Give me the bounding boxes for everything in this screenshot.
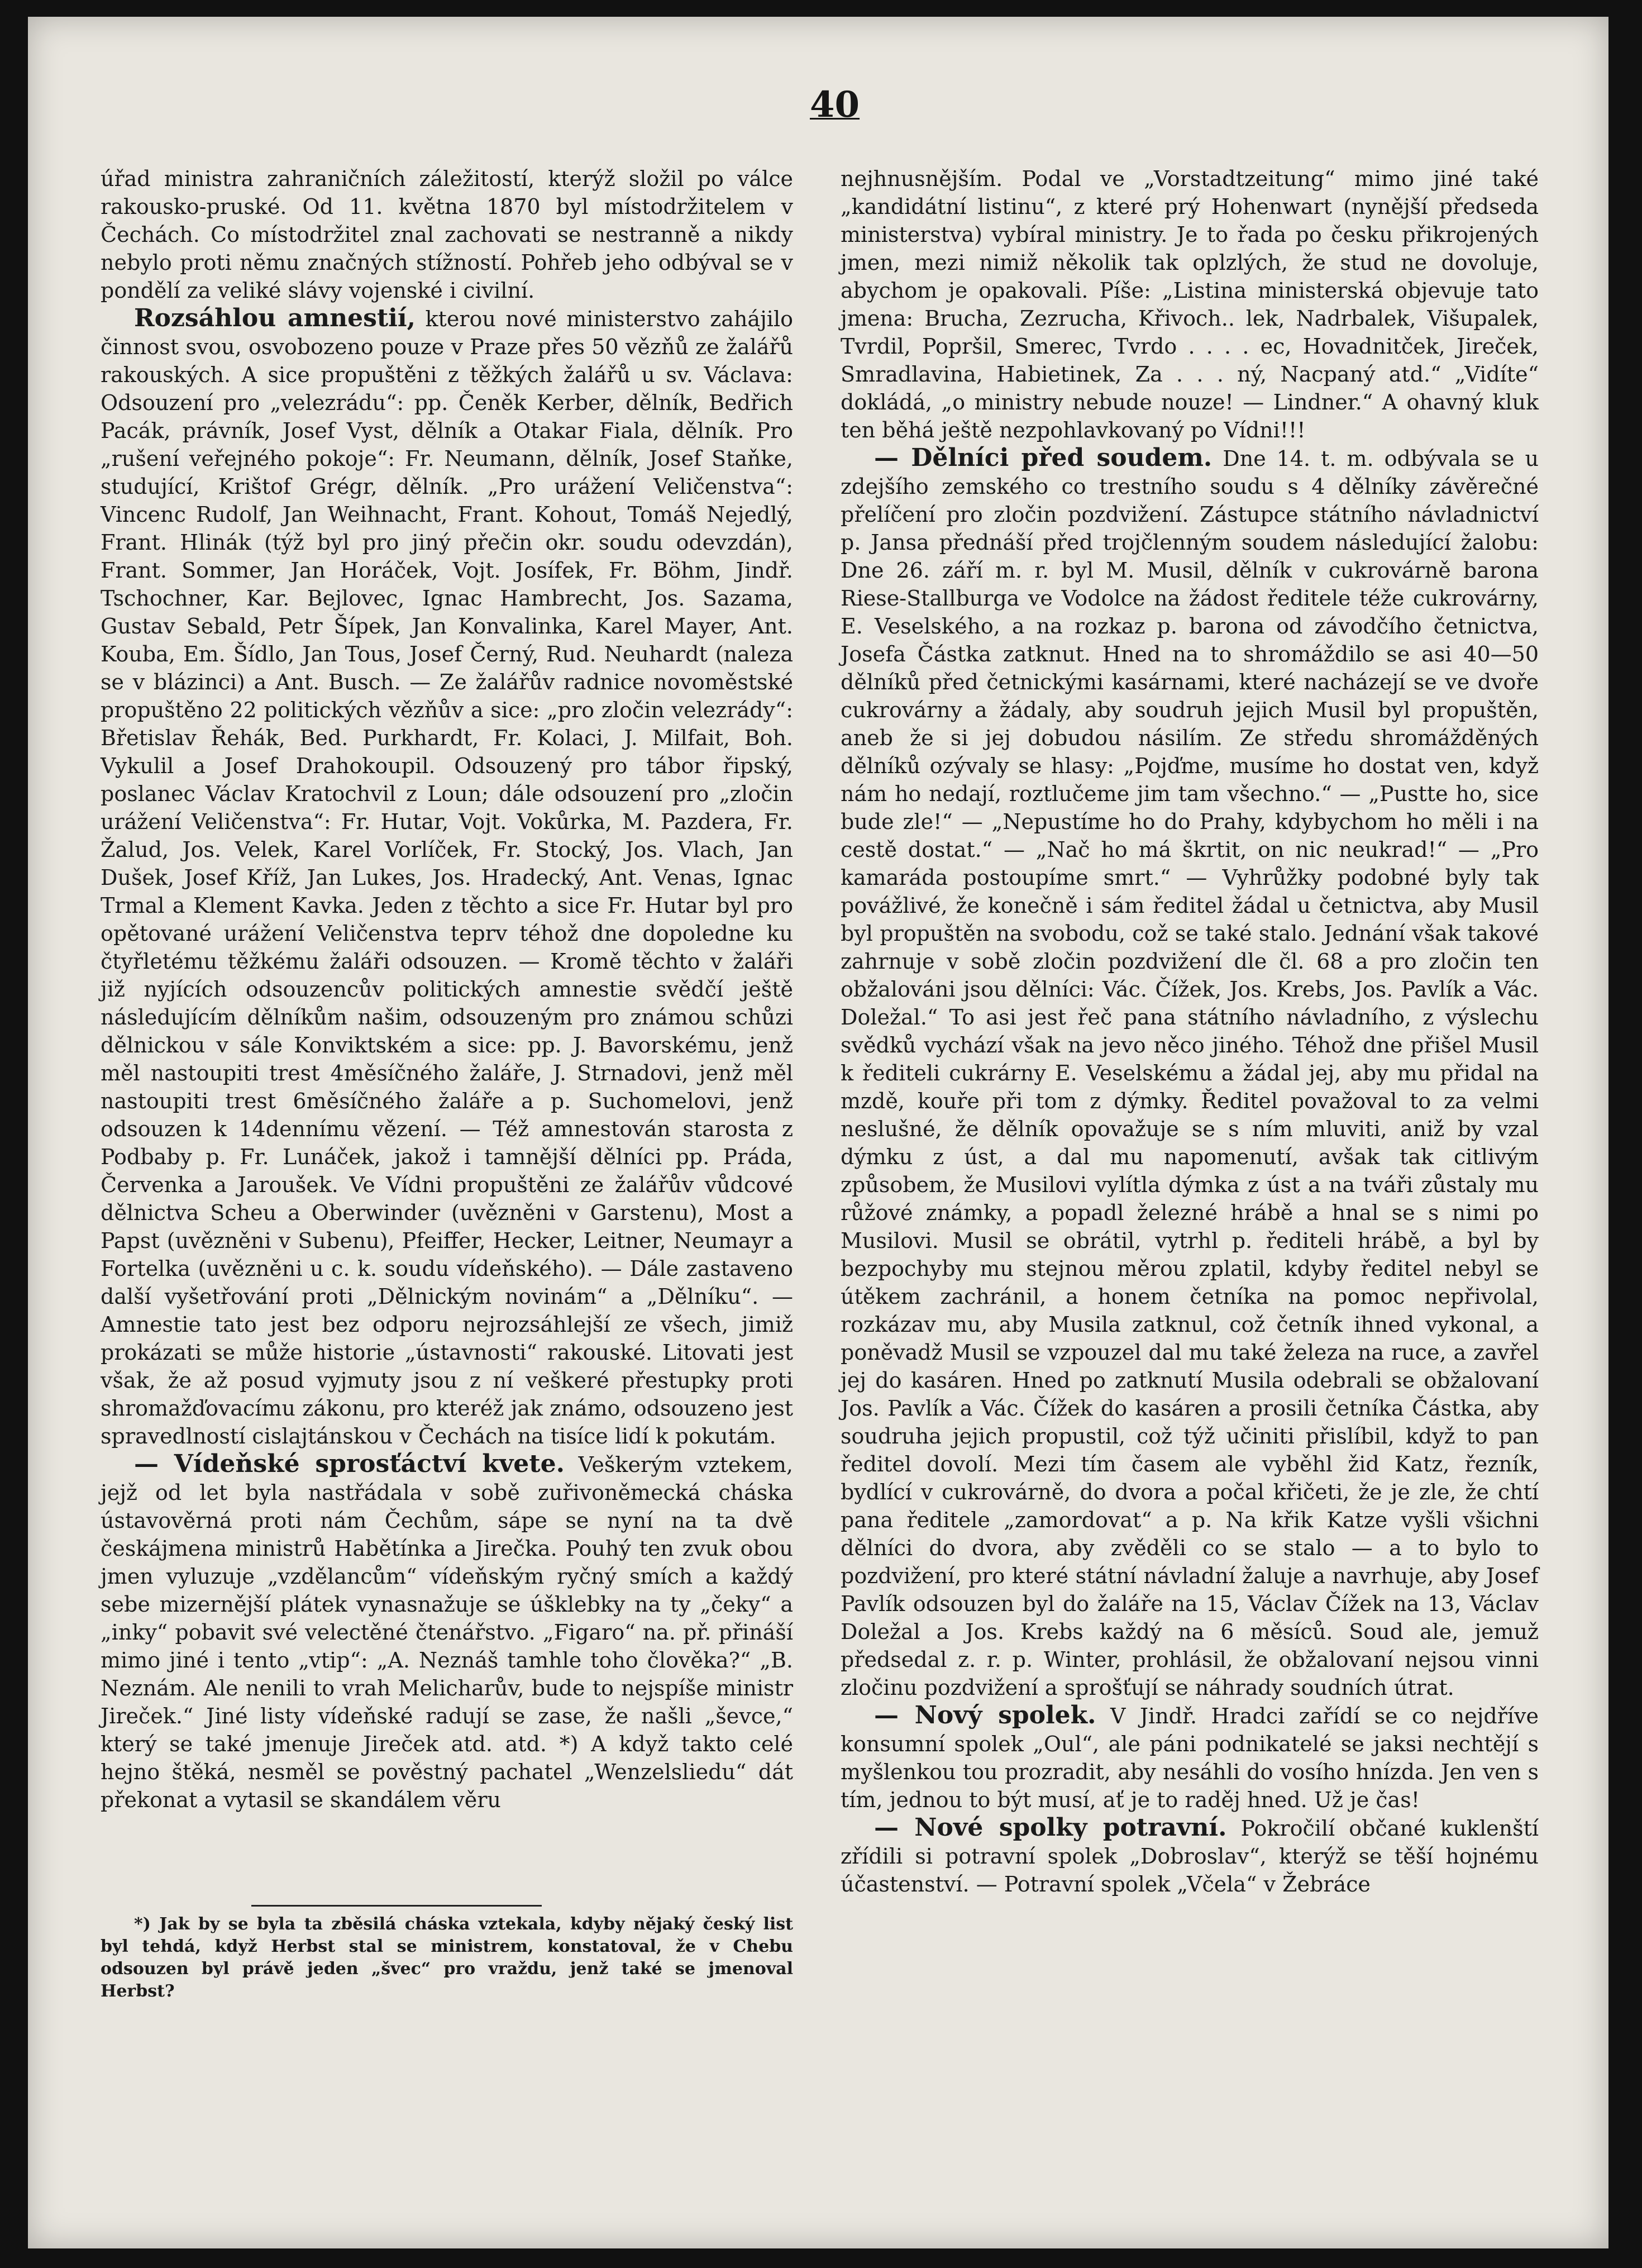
article-heading: Rozsáhlou amnestií, [134,304,416,332]
article-vienna [101,1450,793,1814]
left-column [101,165,793,1814]
article-text: kterou nové ministerstvo zahájilo činnost svou, osvobozeno pouze v Praze přes 50 vězňů ze žalářů rakouských. A sice propuštěni z těžkých žalářů u sv. Václava: Odsouzení pro „velezrádu“: pp. Čeněk Kerber, dělník, Bedřich Pacák, právník, Josef Vyst, dělník a Otakar Fiala, dělník. Pro „rušení veřejného pokoje“: Fr. Neumann, dělník, Josef Staňke, studující, Krištof Grégr, dělník. „Pro urážení Veličenstva“: Vincenc Rudolf, Jan Weihnacht, Frant. Kohout, Tomáš Nejedlý, Frant. Hlinák (týž byl pro jiný přečin okr. soudu odevzdán), Frant. Sommer, Jan Horáček, Vojt. Josífek, Fr. Böhm, Jindř. Tschochner, Kar. Bejlovec, Ignac Hambrecht, Jos. Sazama, Gustav Sebald, Petr Šípek, Jan Konvalinka, Karel Mayer, Ant. Kouba, Em. Šídlo, Jan Tous, Josef Černý, Rud. Neuhardt (naleza se v blázinci) a Ant. Busch. — Ze žalářův radnice novoměstské propuštěno 22 politických vězňův a sice: „pro zločin velezrády“: Břetislav Řehák, Bed. Purkhardt, Fr. Kolaci, J. Milfait, Boh. Vykulil a Josef Drahokoupil. Odsouzený pro tábor řipský, poslanec Václav Kratochvil z Loun; dále odsouzení pro „zločin urážení Veličenstva“: Fr. Hutar, Vojt. Vokůrka, M. Pazdera, Fr. Žalud, Jos. Velek, Karel Vorlíček, Fr. Stocký, Jos. Vlach, Jan Dušek, Josef Kříž, Jan Lukes, Jos. Hradecký, Ant. Venas, Ignac Trmal a Klement Kavka. Jeden z těchto a sice Fr. Hutar byl pro opětované urážení Veličenstva teprv téhož dne dopoledne ku čtyřletému těžkému žaláři odsouzen. — Kromě těchto v žaláři již nyjících odsouzencův politických amnestie svědčí ještě následujícím dělníkům našim, odsouzeným pro známou schůzi dělnickou v sále Konviktském a sice: pp. J. Bavorskému, jenž měl nastoupiti trest 4měsíčného žaláře, J. Strnadovi, jenž měl nastoupiti trest 6měsíčného žaláře a p. Suchomelovi, jenž odsouzen k 14dennímu vězení. — Též amnestován starosta z Podbaby p. Fr. Lunáček, jakož i tamnější dělníci pp. Práda, Červenka a Jaroušek. Ve Vídni propuštěni ze žalářův vůdcové dělnictva Scheu a Oberwinder (uvězněni v Garstenu), Most a Papst (uvězněni v Subenu), Pfeiffer, Hecker, Leitner, Neumayr a Fortelka (uvězněni u c. k. soudu vídeňského). — Dále zastaveno další vyšetřování proti „Dělnickým novinám“ a „Dělníku“. — Amnestie tato jest bez odporu nejrozsáhlejší ze všech, jimiž prokázati se může historie „ústavnosti“ rakouské. Litovati jest však, že až posud vyjmuty jsou z ní veškeré přestupky proti shromažďovacímu zákonu, pro kteréž jak známo, odsouzeno jest spravedlností cislajtánskou v Čechách na tisíce lidí k pokutám. [101,307,793,1449]
article-continuation: úřad ministra zahraničních záležitostí, kterýž složil po válce rakousko-pruské. Od 11. května 1870 byl místodržitelem v Čechách. Co místodržitel znal zachovati se nestranně a nikdy nebylo proti němu značných stížností. Pohřeb jeho odbýval se v pondělí za veliké slávy vojenské i civilní. [101,166,793,303]
page-number: 40 [810,84,860,126]
article-workers-court [841,444,1539,1702]
article-text: V Jindř. Hradci zařídí se co nejdříve konsumní spolek „Oul“, ale páni podnikatelé se jaksi nechtějí s myšlenkou tou prozradit, aby nesáhli do vosího hnízda. Jen ven s tím, jednou to být musí, ať je to raděj hned. Už je čas! [841,1704,1539,1812]
newspaper-page [28,17,1608,2248]
article-food-societies [841,1814,1539,1898]
footnote-divider [251,1905,542,1907]
footnote [101,1913,793,2003]
article-text: Dne 14. t. m. odbývala se u zdejšího zemského co trestního soudu s 4 dělníky závěrečné přelíčení pro zločin pozdvižení. Zástupce státního návladnictví p. Jansa přednáší před trojčlenným soudem následující žalobu: Dne 26. září m. r. byl M. Musil, dělník v cukrovárně barona Riese-Stallburga ve Vodolce na žádost ředitele téže cukrovárny, E. Veselského, a na rozkaz p. barona od závodčího četnictva, Josefa Částka zatknut. Hned na to shromáždilo se asi 40—50 dělníků před četnickými kasárnami, které nacházejí se ve dvoře cukrovárny a žádaly, aby soudruh jejich Musil byl propuštěn, aneb že si jej dobudou násilím. Ze středu shromážděných dělníků ozývaly se hlasy: „Pojďme, musíme ho dostat ven, když nám ho nedají, roztlučeme jim tam všechno.“ — „Pustte ho, sice bude zle!“ — „Nepustíme ho do Prahy, kdybychom ho měli i na cestě dostat.“ — „Nač ho má škrtit, on nic neukrad!“ — „Pro kamaráda postoupíme smrt.“ — Vyhrůžky podobné byly tak povážlivé, že konečně i sám ředitel žádal u četnictva, aby Musil byl propuštěn na svobodu, což se také stalo. Jednání však takové zahrnuje v sobě zločin pozdvižení dle čl. 68 a pro zločin ten obžalováni jsou dělníci: Vác. Čížek, Jos. Krebs, Jos. Pavlík a Vác. Doležal.“ To asi jest řeč pana státního návladního, z výslechu svědků vychází však na jevo něco jiného. Téhož dne přišel Musil k řediteli cukrárny E. Veselskému a žádal jej, aby mu přidal na mzdě, kouře při tom z dýmky. Ředitel považoval to za velmi neslušné, že dělník opovažuje se s ním mluviti, aniž by vzal dýmku z úst, a dal mu napomenutí, avšak tak citlivým způsobem, že Musilovi vylítla dýmka z úst a na tváři zůstaly mu růžové známky, a popadl železné hrábě a hnal se s nimi po Musilovi. Musil se obrátil, vytrhl p. řediteli hrábě, a byl by bezpochyby mu stejnou měrou zplatil, kdyby ředitel nebyl se útěkem zachránil, a honem četníka na pomoc nepřivolal, rozkázav mu, aby Musila zatknul, což četník ihned vykonal, a poněvadž Musil se vzpouzel dal mu také železa na ruce, a zavřel jej do kasáren. Hned po zatknutí Musila odebrali se obžalovaní Jos. Pavlík a Vác. Čížek do kasáren a prosili četníka Částka, aby soudruha jejich propustil, což týž učiniti přislíbil, když to pan ředitel dovolí. Mezi tím časem ale vyběhl žid Katz, řezník, bydlící v cukrovárně, do dvora a počal křičeti, že je zle, že chtí pana ředitele „zamordovat“ a p. Na křik Katze vyšli všichni dělníci do dvora, aby zvěděli co se stalo — a to bylo to pozdvižení, pro které státní návladní žaluje a navrhuje, aby Josef Pavlík odsouzen byl do žaláře na 15, Václav Čížek na 13, Václav Doležal a Jos. Krebs každý na 6 měsíců. Soud ale, jemuž předsedal z. r. p. Winter, prohlásil, že obžalovaní nejsou vinni zločinu pozdvižení a sprošťují se náhrady soudních útrat. [841,446,1539,1700]
article-new-society [841,1702,1539,1814]
article-continuation: nejhnusnějším. Podal ve „Vorstadtzeitung“ mimo jiné také „kandidátní listinu“, z které prý Hohenwart (nynější předseda ministerstva) vybíral ministry. Je to řada po česku přikrojených jmen, mezi nimiž několik tak oplzlých, že stud ne dovoluje, abychom je opakovali. Píše: „Listina ministerská objevuje tato jmena: Brucha, Zezrucha, Křivoch.. lek, Nadrbalek, Višupalek, Tvrdil, Popršil, Smerec, Tvrdo . . . . ec, Hovadnitček, Jireček, Smradlavina, Habietinek, Za . . . ný, Nacpaný atd.“ „Vidíte“ dokládá, „o ministry nebude nouze! — Lindner.“ A ohavný kluk ten běhá ještě nezpohlavkovaný po Vídni!!! [841,166,1539,442]
article-text: Pokročilí občané kuklenští zřídili si potravní spolek „Dobroslav“, kterýž se těší hojnému účastenství. — Potravní spolek „Včela“ v Žebráce [841,1816,1539,1897]
footnote-text: *) Jak by se byla ta zběsilá cháska vztekala, kdyby nějaký český list byl tehdá, když Herbst stal se ministrem, konstatoval, že v Chebu odsouzen byl právě jeden „švec“ pro vraždu, jenž také se jmenoval Herbst? [101,1914,793,2001]
article-heading: — Vídeňské sprosťáctví kvete. [134,1450,565,1478]
article-heading: — Nové spolky potravní. [874,1813,1227,1842]
article-text: Veškerým vztekem, jejž od let byla nastřádala v sobě zuřivoněmecká cháska ústavověrná proti nám Čechům, sápe se nyní na ta dvě českájmena ministrů Habětínka a Jirečka. Pouhý ten zvuk obou jmen vyluzuje „vzdělancům“ vídeňským ryčný smích a každý sebe mizernější plátek vynasnažuje se úšklebky na ty „čeky“ a „inky“ pobavit své velectěné čtenářstvo. „Figaro“ na. př. přináší mimo jiné i tento „vtip“: „A. Neznáš tamhle toho člověka?“ „B. Neznám. Ale nenili to vrah Melicharův, bude to nejspíše ministr Jireček.“ Jiné listy vídeňské radují se zase, že našli „ševce,“ který se také jmenuje Jireček atd. atd. *) A když takto celé hejno štěká, nesměl se pověstný pachatel „Wenzelsliedu“ dát překonat a vytasil se skandálem věru [101,1452,793,1812]
article-heading: — Dělníci před soudem. [874,444,1213,472]
article-heading: — Nový spolek. [874,1701,1096,1729]
article-amnesty [101,304,793,1450]
right-column [841,165,1539,1898]
